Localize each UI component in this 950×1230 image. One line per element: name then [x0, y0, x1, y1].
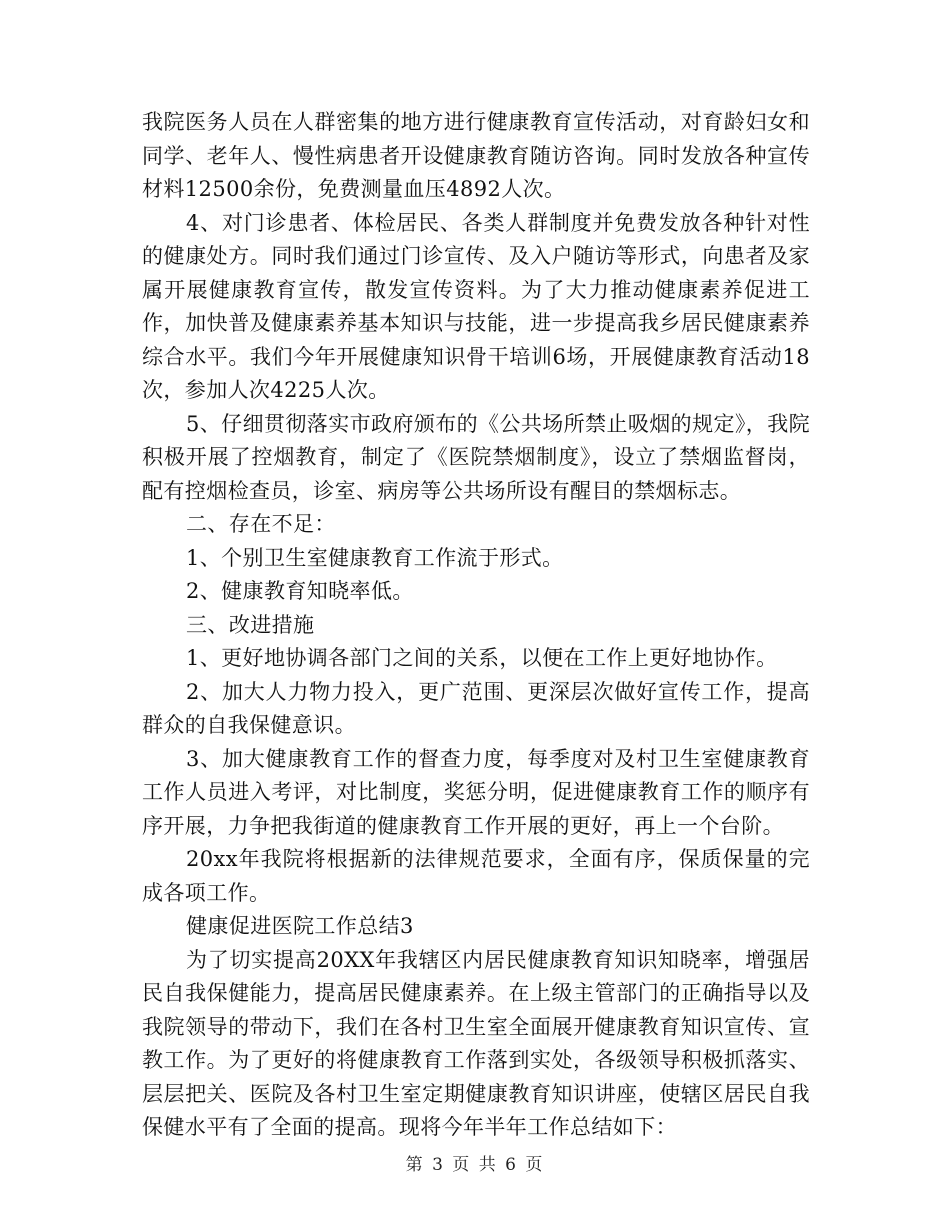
paragraph-9: 2、加大人力物力投入，更广范围、更深层次做好宣传工作，提高群众的自我保健意识。 — [142, 679, 810, 737]
section-heading-shortcomings: 二、存在不足： — [186, 512, 336, 536]
paragraph-10: 3、加大健康教育工作的督查力度，每季度对及村卫生室健康教育工作人员进入考评，对比制度，奖惩分明，促进健康教育工作的顺序有序开展，力争把我街道的健康教育工作开展的更好，再上一个台阶。 — [142, 746, 810, 838]
page-footer: 第 3 页 共 6 页 — [405, 1155, 545, 1175]
paragraph-6: 2、健康教育知晓率低。 — [186, 579, 414, 603]
section-heading-improvements: 三、改进措施 — [186, 612, 315, 637]
paragraph-13: 为了切实提高20XX年我辖区内居民健康教育知识知晓率，增强居民自我保健能力，提高居民健康素养。在上级主管部门的正确指导以及我院领导的带动下，我们在各村卫生室全面展开健康教育知识宣传、宣教工作。为了更好的将健康教育工作落到实处，各级领导积极抓落实、层层把关、医院及各村卫生室定期健康教育知识讲座，使辖区居民自我保健水平有了全面的提高。现将今年半年工作总结如下： — [142, 947, 810, 1139]
paragraph-8: 1、更好地协调各部门之间的关系，以便在工作上更好地协作。 — [186, 646, 778, 670]
paragraph-3: 5、仔细贯彻落实市政府颁布的《公共场所禁止吸烟的规定》，我院积极开展了控烟教育，制定了《医院禁烟制度》，设立了禁烟监督岗，配有控烟检查员，诊室、病房等公共场所设有醒目的禁烟标志。 — [142, 411, 810, 503]
paragraph-1: 我院医务人员在人群密集的地方进行健康教育宣传活动，对育龄妇女和同学、老年人、慢性病患者开设健康教育随访咨询。同时发放各种宣传材料12500余份，免费测量血压4892人次。 — [142, 110, 810, 201]
paragraph-11: 20xx年我院将根据新的法律规范要求，全面有序，保质保量的完成各项工作。 — [142, 847, 810, 905]
document-body — [142, 106, 810, 1145]
section-title-summary-3: 健康促进医院工作总结3 — [186, 914, 414, 938]
paragraph-2: 4、对门诊患者、体检居民、各类人群制度并免费发放各种针对性的健康处方。同时我们通过门诊宣传、及入户随访等形式，向患者及家属开展健康教育宣传，散发宣传资料。为了大力推动健康素养促进工作，加快普及健康素养基本知识与技能，进一步提高我乡居民健康素养综合水平。我们今年开展健康知识骨干培训6场，开展健康教育活动18次，参加人次4225人次。 — [142, 210, 810, 402]
paragraph-5: 1、个别卫生室健康教育工作流于形式。 — [186, 545, 564, 570]
